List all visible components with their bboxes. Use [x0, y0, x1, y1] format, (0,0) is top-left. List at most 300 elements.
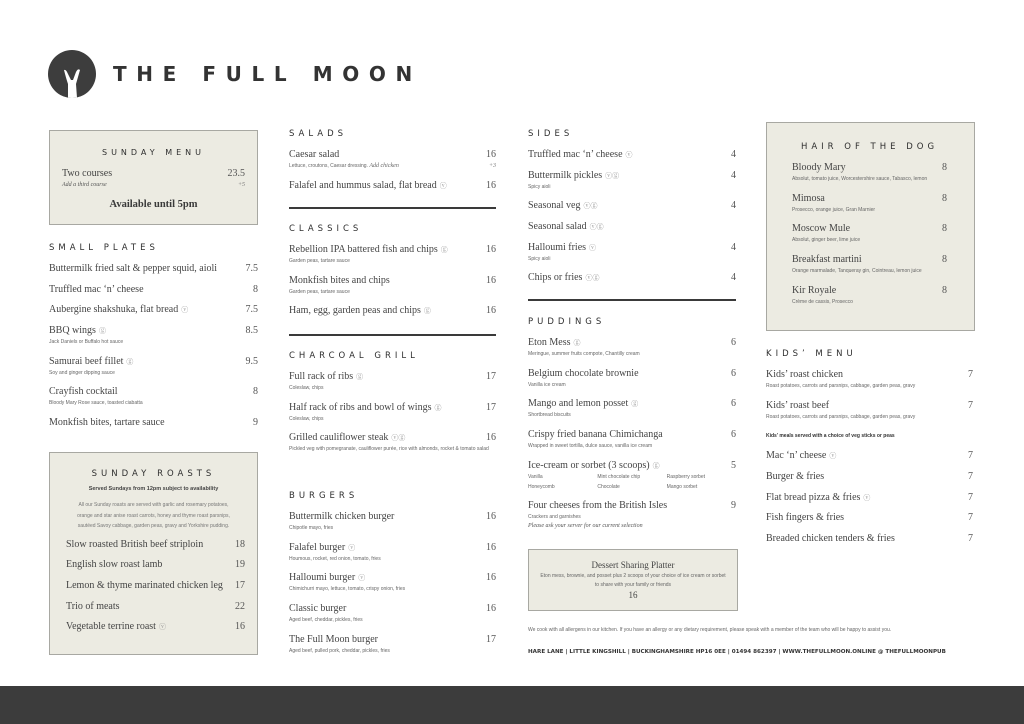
item-name-text: Truffled mac ‘n’ cheese — [528, 149, 623, 160]
menu-item — [528, 221, 736, 233]
item-price: 8 — [942, 162, 947, 173]
flavour: Chocolate — [597, 483, 620, 490]
item-description-text: Pickled veg with pomegranate, cauliflower purée, rice with almonds, rocket & tomato salad — [289, 446, 489, 453]
item-name-text: Buttermilk pickles — [528, 169, 603, 181]
item-description — [766, 412, 973, 422]
item-description — [528, 254, 736, 264]
item-description — [792, 205, 947, 215]
flavour: Mint chocolate chip — [597, 473, 641, 480]
dietary-icon: ⓖ — [652, 461, 660, 470]
item-price: 8 — [942, 192, 947, 204]
item-description-text: Jack Daniels or Buffalo hot sauce — [49, 339, 124, 346]
item-name-text: Grilled cauliflower steak — [289, 432, 389, 444]
item-name-text: Aubergine shakshuka, flat bread — [49, 304, 179, 316]
item-price: 16 — [486, 305, 496, 317]
item-name-text: Ice-cream or sorbet (3 scoops) — [528, 459, 650, 471]
item-name-text: Buttermilk chicken burger — [289, 511, 395, 522]
item-description — [289, 646, 496, 656]
dietary-icon: ⓥⓖ — [605, 171, 620, 180]
item-name-text: English slow roast lamb — [66, 559, 163, 571]
item-price: 7.5 — [245, 304, 258, 316]
item-description-text: Crème de cassis, Prosecco — [792, 298, 853, 305]
item-name-text: Buttermilk fried salt & pepper squid, aioli — [49, 263, 218, 274]
item-name-text: Eton Mess — [528, 337, 571, 348]
menu-item — [49, 417, 258, 429]
item-name — [792, 285, 947, 297]
dietary-icon: ⓖ — [440, 246, 448, 254]
dessert-platter-panel — [528, 549, 738, 611]
section-charcoal-grill — [289, 350, 496, 463]
dietary-icon: ⓥ — [625, 151, 633, 159]
item-description-text: Absolut, tomato juice, Worcestershire sauce, Tabasco, lemon — [792, 176, 928, 182]
item-price: 16 — [486, 432, 496, 444]
section-small-plates — [49, 242, 258, 438]
item-price: 6 — [731, 367, 736, 379]
sub-note: Kids’ meals served with a choice of veg sticks or peas — [766, 433, 895, 440]
item-price: 7 — [968, 369, 973, 380]
hair-of-the-dog-list — [792, 162, 947, 307]
menu-item — [792, 223, 947, 245]
section-heading: CHARCOAL GRILL — [289, 351, 419, 361]
item-name-text: Breaded chicken tenders & fries — [766, 533, 895, 545]
dietary-icon: ⓥ — [348, 543, 356, 552]
dietary-icon: ⓥ — [158, 623, 166, 632]
address-line: HARE LANE | LITTLE KINGSHILL | BUCKINGHAMSHIRE HP16 0EE | 01494 862397 | WWW.THEFULLMOON.ONLINE @ THEFULLMOONPUB — [528, 649, 946, 655]
item-description — [792, 174, 947, 184]
item-description-text: Houmous, rocket, red onion, tomato, fries — [289, 555, 381, 562]
item-name-text: Trio of meats — [66, 600, 120, 612]
menu-item — [766, 512, 973, 524]
flavour: Honeycomb — [528, 483, 555, 490]
item-description-text: Roast potatoes, carrots and parsnips, cabbage, garden peas, gravy — [766, 383, 916, 389]
item-name-text: Burger & fries — [766, 471, 825, 483]
dessert-platter-title: Dessert Sharing Platter — [591, 560, 675, 570]
item-description-text: Spicy aioli — [528, 183, 551, 190]
divider — [528, 299, 736, 301]
item-name — [528, 170, 736, 182]
item-description — [49, 398, 258, 408]
item-name — [289, 511, 496, 523]
item-price: 16 — [486, 179, 496, 191]
menu-item — [49, 325, 258, 347]
item-price: 7 — [968, 533, 973, 545]
menu-item — [528, 398, 736, 420]
section-heading: SMALL PLATES — [49, 243, 159, 253]
section-heading: PUDDINGS — [528, 317, 606, 327]
item-name-text: Rebellion IPA battered fish and chips — [289, 244, 438, 255]
menu-item — [528, 460, 736, 492]
item-description-text: Vanilla ice cream — [528, 381, 566, 388]
sunday-menu-extra-price: +5 — [237, 182, 245, 188]
item-price: 16 — [235, 621, 245, 633]
item-price: 16 — [486, 541, 496, 553]
flavour-grid — [528, 472, 736, 492]
dietary-icon: ⓥ — [863, 493, 871, 502]
flavour: Mango sorbet — [666, 483, 698, 490]
item-name — [766, 533, 973, 545]
item-description — [528, 182, 736, 192]
item-description-text: Chimichurri mayo, lettuce, tomato, crispy onion, fries — [289, 586, 406, 593]
item-price: 16 — [486, 149, 496, 160]
item-name — [289, 432, 496, 444]
item-name-text: Caesar salad — [289, 149, 340, 160]
menu-item — [289, 542, 496, 564]
item-addon-price: +3 — [488, 163, 496, 169]
dietary-icon: ⓥ — [829, 452, 837, 461]
dietary-icon: ⓥ — [589, 243, 597, 252]
item-description — [49, 337, 258, 347]
item-name — [766, 492, 973, 504]
item-price: 22 — [235, 600, 245, 612]
item-name-text: The Full Moon burger — [289, 633, 378, 645]
dietary-icon: ⓥⓖ — [589, 223, 604, 232]
sunday-menu-title: SUNDAY MENU — [101, 148, 205, 157]
section-heading: BURGERS — [289, 491, 359, 501]
item-name — [528, 221, 736, 233]
item-name-text: Breakfast martini — [792, 254, 862, 266]
item-price: 9.5 — [245, 355, 258, 367]
menu-item — [528, 500, 736, 531]
item-price: 7 — [968, 450, 973, 462]
item-description-text: Spicy aioli — [528, 255, 551, 262]
item-name-text: Falafel burger — [289, 541, 346, 553]
menu-item — [528, 242, 736, 264]
menu-item — [289, 603, 496, 625]
item-description-text: Shortbread biscuits — [528, 412, 571, 419]
item-name-text: Mimosa — [792, 192, 825, 204]
item-name — [66, 601, 245, 613]
item-name-text: Falafel and hummus salad, flat bread — [289, 179, 437, 191]
menu-item — [289, 180, 496, 192]
menu-item — [289, 634, 496, 656]
item-description — [528, 410, 736, 420]
menu-item — [49, 304, 258, 316]
menu-item — [528, 429, 736, 451]
item-name — [289, 305, 496, 317]
item-price: 17 — [235, 579, 245, 591]
item-name — [289, 275, 496, 287]
item-price: 7.5 — [245, 263, 258, 274]
flavour: Raspberry sorbet — [666, 473, 706, 480]
item-description — [289, 383, 496, 393]
divider — [289, 334, 496, 336]
item-description-text: Absolut, ginger beer, lime juice — [792, 237, 861, 244]
item-name — [792, 193, 947, 205]
dietary-icon: ⓖ — [631, 400, 639, 409]
item-name-text: Half rack of ribs and bowl of wings — [289, 401, 432, 413]
brand-title: THE FULL MOON — [113, 62, 422, 86]
item-name-text: Lemon & thyme marinated chicken leg — [66, 579, 223, 591]
item-description-text: Coleslaw, chips — [289, 385, 324, 391]
item-name-text: Kids’ roast chicken — [766, 369, 844, 380]
menu-item — [289, 305, 496, 317]
item-name-text: Seasonal salad — [528, 221, 587, 233]
item-name — [766, 450, 973, 462]
hair-of-the-dog-panel — [766, 122, 975, 331]
item-note: Please ask your server for our current selection — [528, 523, 643, 530]
item-price: 5 — [731, 459, 736, 471]
menu-item — [528, 170, 736, 192]
item-name — [528, 149, 736, 161]
item-description — [528, 349, 736, 359]
sunday-menu-extra: Add a third course — [62, 182, 107, 188]
menu-item — [49, 284, 258, 296]
menu-item — [792, 254, 947, 276]
menu-item — [66, 621, 245, 633]
item-description-text: Crackers and garnishes — [528, 514, 581, 521]
item-description — [528, 441, 736, 451]
menu-item — [528, 272, 736, 284]
item-name — [528, 429, 736, 441]
sunday-menu-item: Two courses — [62, 168, 113, 179]
item-name — [289, 149, 496, 161]
item-description — [289, 523, 496, 533]
dietary-icon: ⓥ — [181, 306, 189, 315]
item-description-text: Wrapped in sweet tortilla, dulce sauce, vanilla ice cream — [528, 443, 653, 450]
item-price: 16 — [486, 511, 496, 522]
item-description — [792, 235, 947, 245]
dessert-platter-price: 16 — [628, 590, 638, 600]
dessert-platter-desc-2: to share with your family or friends — [594, 582, 672, 588]
item-description-text: Lettuce, croutons, Caesar dressing. — [289, 163, 368, 169]
item-description — [766, 381, 973, 391]
item-description — [289, 554, 496, 564]
menu-item — [766, 471, 973, 483]
item-name-text: Mango and lemon posset — [528, 398, 629, 410]
menu-item — [66, 601, 245, 613]
item-description — [289, 584, 496, 594]
section-heading: KIDS’ MENU — [766, 349, 857, 359]
item-description — [289, 615, 496, 625]
item-price: 16 — [486, 274, 496, 286]
item-price: 4 — [731, 149, 736, 160]
item-price: 7 — [968, 471, 973, 483]
item-name — [49, 284, 258, 296]
item-description — [289, 287, 496, 297]
menu-item — [289, 432, 496, 454]
dietary-icon: ⓥⓖ — [583, 202, 598, 211]
item-name-text: Halloumi fries — [528, 241, 587, 253]
item-name — [528, 398, 736, 410]
item-price: 17 — [486, 633, 496, 645]
section-heading: CLASSICS — [289, 224, 363, 234]
hair-of-the-dog-title: HAIR OF THE DOG — [800, 142, 939, 152]
menu-item — [49, 263, 258, 275]
menu-item — [766, 400, 973, 422]
item-description-text: Garden peas, tartare sauce — [289, 258, 350, 264]
item-description-text: Meringue, summer fruits compote, Chantilly cream — [528, 351, 640, 357]
item-name — [289, 542, 496, 554]
menu-item — [289, 149, 496, 171]
item-description-text: Coleslaw, chips — [289, 415, 324, 422]
item-name — [49, 417, 258, 429]
item-name-text: Seasonal veg — [528, 200, 581, 212]
item-name — [49, 263, 258, 275]
menu-item — [766, 450, 973, 462]
item-name — [66, 539, 245, 551]
allergen-note: We cook with all allergens in our kitchen. If you have an allergy or any dietary requirement, please speak with a member of the team who will be happy to assist you. — [528, 627, 892, 633]
item-name-text: Kir Royale — [792, 284, 837, 296]
item-name-text: Monkfish bites and chips — [289, 274, 390, 286]
item-price: 19 — [235, 559, 245, 571]
item-name-text: Halloumi burger — [289, 572, 356, 584]
menu-item — [528, 337, 736, 359]
item-price: 17 — [486, 401, 496, 413]
item-name-text: Ham, egg, garden peas and chips — [289, 305, 421, 317]
menu-item — [66, 559, 245, 571]
menu-item — [766, 492, 973, 504]
menu-item — [66, 539, 245, 551]
item-description-text: Soy and ginger dipping sauce — [49, 369, 115, 376]
item-name-text: Truffled mac ‘n’ cheese — [49, 283, 144, 295]
menu-item — [766, 533, 973, 545]
item-name-text: Slow roasted British beef striploin — [66, 538, 204, 550]
item-price: 16 — [486, 244, 496, 255]
item-description-text: Aged beef, cheddar, pickles, fries — [289, 617, 363, 624]
item-price: 4 — [731, 200, 736, 212]
item-name — [289, 603, 496, 615]
menu-item — [289, 402, 496, 424]
menu-item — [528, 368, 736, 390]
section-burgers — [289, 490, 496, 664]
section-heading: SALADS — [289, 129, 348, 139]
item-price: 8 — [253, 283, 258, 295]
dietary-icon: ⓥⓖ — [391, 434, 406, 443]
item-name-text: Bloody Mary — [792, 162, 846, 173]
item-name — [66, 621, 245, 633]
item-description — [49, 368, 258, 378]
item-name — [792, 254, 947, 266]
item-name — [792, 162, 947, 174]
dietary-icon: ⓥ — [358, 574, 366, 583]
item-description-text: Orange marmalade, Tanqueray gin, Cointreau, lemon juice — [792, 268, 922, 275]
menu-item — [792, 162, 947, 184]
item-name — [49, 356, 258, 368]
item-description — [289, 444, 496, 454]
item-name — [289, 634, 496, 646]
item-price: 8 — [942, 254, 947, 266]
logo — [48, 50, 96, 98]
sunday-menu-note: Available until 5pm — [109, 199, 198, 210]
divider — [289, 207, 496, 209]
item-name — [289, 572, 496, 584]
dietary-icon: ⓖ — [126, 357, 134, 366]
sunday-roasts-list — [50, 539, 257, 634]
item-name — [49, 325, 258, 337]
menu-item — [289, 275, 496, 297]
section-sides — [528, 128, 736, 293]
hare-icon — [48, 50, 96, 98]
item-description — [792, 266, 947, 276]
item-name — [49, 304, 258, 316]
item-description — [528, 380, 736, 390]
item-price: 6 — [731, 398, 736, 410]
item-price: 18 — [235, 538, 245, 550]
dietary-icon: ⓖ — [423, 307, 431, 316]
item-price: 4 — [731, 241, 736, 253]
menu-item — [289, 244, 496, 266]
menu-item — [528, 200, 736, 212]
item-name-text: Monkfish bites, tartare sauce — [49, 417, 165, 429]
menu-item — [289, 572, 496, 594]
dietary-icon: ⓥ — [439, 181, 447, 190]
item-name-text: Belgium chocolate brownie — [528, 367, 639, 379]
item-price: 8 — [942, 284, 947, 296]
dietary-icon: ⓥⓖ — [585, 274, 600, 283]
item-name-text: Mac ‘n’ cheese — [766, 450, 827, 462]
sunday-roasts-intro: All our Sunday roasts are served with garlic and rosemary potatoes, orange and star anise roast carrots, honey and thyme roast parsnips, sautéed Savoy cabbage, garden peas, gravy and Yorkshire pudding. — [77, 502, 230, 529]
item-name — [528, 200, 736, 212]
item-name-text: Vegetable terrine roast — [66, 621, 156, 633]
item-name-text: Fish fingers & fries — [766, 512, 845, 524]
item-description — [289, 161, 496, 171]
item-addon: Add chicken — [369, 163, 399, 169]
menu-item — [289, 371, 496, 393]
dessert-platter-desc: Eton mess, brownie, and posset plus 2 scoops of your choice of ice cream or sorbet — [540, 573, 726, 579]
item-price: 8 — [253, 386, 258, 398]
item-name — [766, 369, 973, 381]
item-price: 16 — [486, 603, 496, 615]
section-kids-menu — [766, 348, 973, 554]
item-description-text: Roast potatoes, carrots and parsnips, cabbage, garden peas, gravy — [766, 413, 916, 420]
item-name — [66, 580, 245, 592]
item-name-text: Crayfish cocktail — [49, 386, 118, 398]
dietary-icon: ⓖ — [356, 373, 364, 381]
item-price: 4 — [731, 169, 736, 181]
item-name — [528, 337, 736, 349]
flavour: Vanilla — [528, 473, 543, 480]
item-name — [66, 559, 245, 571]
menu-item — [49, 356, 258, 378]
sunday-menu-panel — [49, 130, 258, 225]
item-name — [528, 272, 736, 284]
item-price: 7 — [968, 512, 973, 524]
dietary-icon: ⓖ — [573, 339, 581, 347]
item-description-text: Prosecco, orange juice, Gran Marnier — [792, 206, 876, 213]
item-description — [792, 297, 947, 307]
item-description — [528, 512, 736, 522]
sunday-roasts-panel — [49, 452, 258, 655]
item-price: 8.5 — [245, 325, 258, 337]
item-name — [528, 242, 736, 254]
section-heading: SIDES — [528, 129, 574, 139]
item-name — [289, 402, 496, 414]
item-name — [766, 471, 973, 483]
item-price: 9 — [253, 417, 258, 429]
item-name — [528, 500, 736, 512]
item-name-text: BBQ wings — [49, 325, 96, 337]
item-name — [49, 386, 258, 398]
item-name — [528, 460, 736, 472]
item-name-text: Classic burger — [289, 603, 347, 615]
item-name-text: Flat bread pizza & fries — [766, 491, 861, 503]
item-description — [289, 414, 496, 424]
item-name-text: Full rack of ribs — [289, 371, 354, 382]
menu-item — [49, 386, 258, 408]
item-name — [289, 371, 496, 383]
item-name-text: Kids’ roast beef — [766, 399, 830, 411]
item-price: 4 — [731, 272, 736, 284]
menu-item — [66, 580, 245, 592]
item-name — [289, 244, 496, 256]
menu-item — [289, 511, 496, 533]
item-name-text: Crispy fried banana Chimichanga — [528, 429, 663, 441]
footer-band — [0, 686, 1024, 724]
dietary-icon: ⓖ — [434, 403, 442, 412]
item-price: 6 — [731, 429, 736, 441]
section-puddings — [528, 316, 736, 540]
item-price: 9 — [731, 500, 736, 512]
